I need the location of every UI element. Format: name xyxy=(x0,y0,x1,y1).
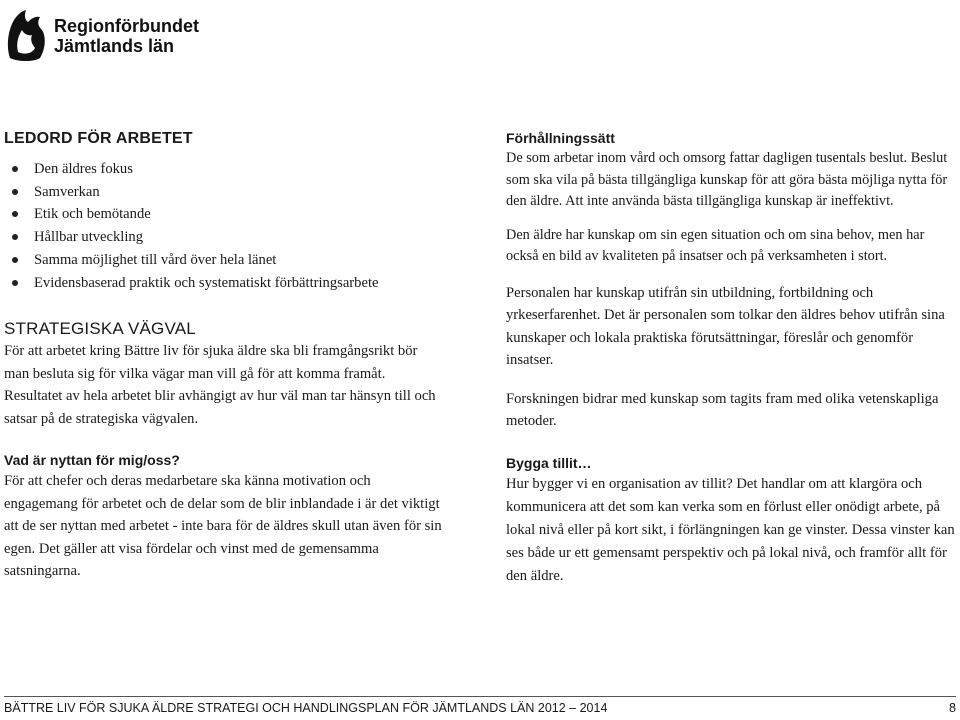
list-item: Samma möjlighet till vård över hela länet xyxy=(34,249,444,272)
forhall-paragraph-2: Den äldre har kunskap om sin egen situation och om sina behov, men har också en bild av kvaliteten på insatser och på verksamheten i stort. xyxy=(506,226,925,264)
page-number: 8 xyxy=(949,701,956,715)
list-item: Den äldres fokus xyxy=(34,158,444,181)
tillit-paragraph: Hur bygger vi en organisation av tillit? Det handlar om att klargöra och kommunicera att det som kan verka som en förlust eller onödigt arbete, på lokal nivå eller på kort sikt, i förlängningen kan ge vinster. Dessa vinster kan ses både ur ett gemensamt perspektiv och på lokal nivå, och framför allt för den äldre. xyxy=(506,475,955,584)
footer-title: BÄTTRE LIV FÖR SJUKA ÄLDRE STRATEGI OCH HANDLINGSPLAN FÖR JÄMTLANDS LÄN 2012 – 2014 xyxy=(4,701,608,715)
ledord-list xyxy=(4,158,444,294)
logo-line-1: Regionförbundet xyxy=(54,16,199,36)
strategi-paragraph-2: Resultatet av hela arbetet blir avhängigt av hur väl man tar hänsyn till och satsar på de strategiska vägvalen. xyxy=(4,388,436,427)
left-column xyxy=(4,128,444,583)
forhall-paragraph-4: Forskningen bidrar med kunskap som tagits fram med olika vetenskapliga metoder. xyxy=(506,390,939,429)
nytta-heading: Vad är nyttan för mig/oss? xyxy=(4,452,180,469)
right-column xyxy=(506,128,956,588)
forhall-heading: Förhållningssätt xyxy=(506,130,615,146)
list-item: Etik och bemötande xyxy=(34,203,444,226)
page-footer xyxy=(4,696,956,715)
strategi-paragraph-1: För att arbetet kring Bättre liv för sjuka äldre ska bli framgångsrikt bör man besluta sig för vilka vägar man vill gå för att komma framåt. xyxy=(4,343,418,382)
logo xyxy=(4,6,199,66)
list-item: Samverkan xyxy=(34,181,444,204)
forhall-paragraph-1: De som arbetar inom vård och omsorg fattar dagligen tusentals beslut. Beslut som ska vila på bästa tillgängliga kunskap för att göra bästa möjliga nytta för den äldre. Att inte använda bästa tillgängliga kunskap är ineffektivt. xyxy=(506,150,948,209)
tillit-heading: Bygga tillit… xyxy=(506,454,592,471)
strategi-heading: STRATEGISKA VÄGVAL xyxy=(4,319,196,339)
nytta-paragraph: För att chefer och deras medarbetare ska känna motivation och engagemang för arbetet och de delar som de blir inblandade i är det viktigt att de ser nyttan med arbetet - inte bara för de äldres skull utan även för sin egen. Det gäller att visa fördelar och vinst med de gemensamma satsningarna. xyxy=(4,473,442,580)
forhall-paragraph-3: Personalen har kunskap utifrån sin utbildning, fortbildning och yrkeserfarenhet. Det är personalen som tolkar den äldres behov utifrån sina kunskaper och lokala praktiska förutsättningar, föreslår och genomför insatser. xyxy=(506,284,945,368)
ledord-heading: LEDORD FÖR ARBETET xyxy=(4,130,193,147)
list-item: Evidensbaserad praktik och systematiskt förbättringsarbete xyxy=(34,272,444,295)
county-emblem-icon xyxy=(4,8,48,64)
list-item: Hållbar utveckling xyxy=(34,226,444,249)
logo-line-2: Jämtlands län xyxy=(54,36,175,56)
